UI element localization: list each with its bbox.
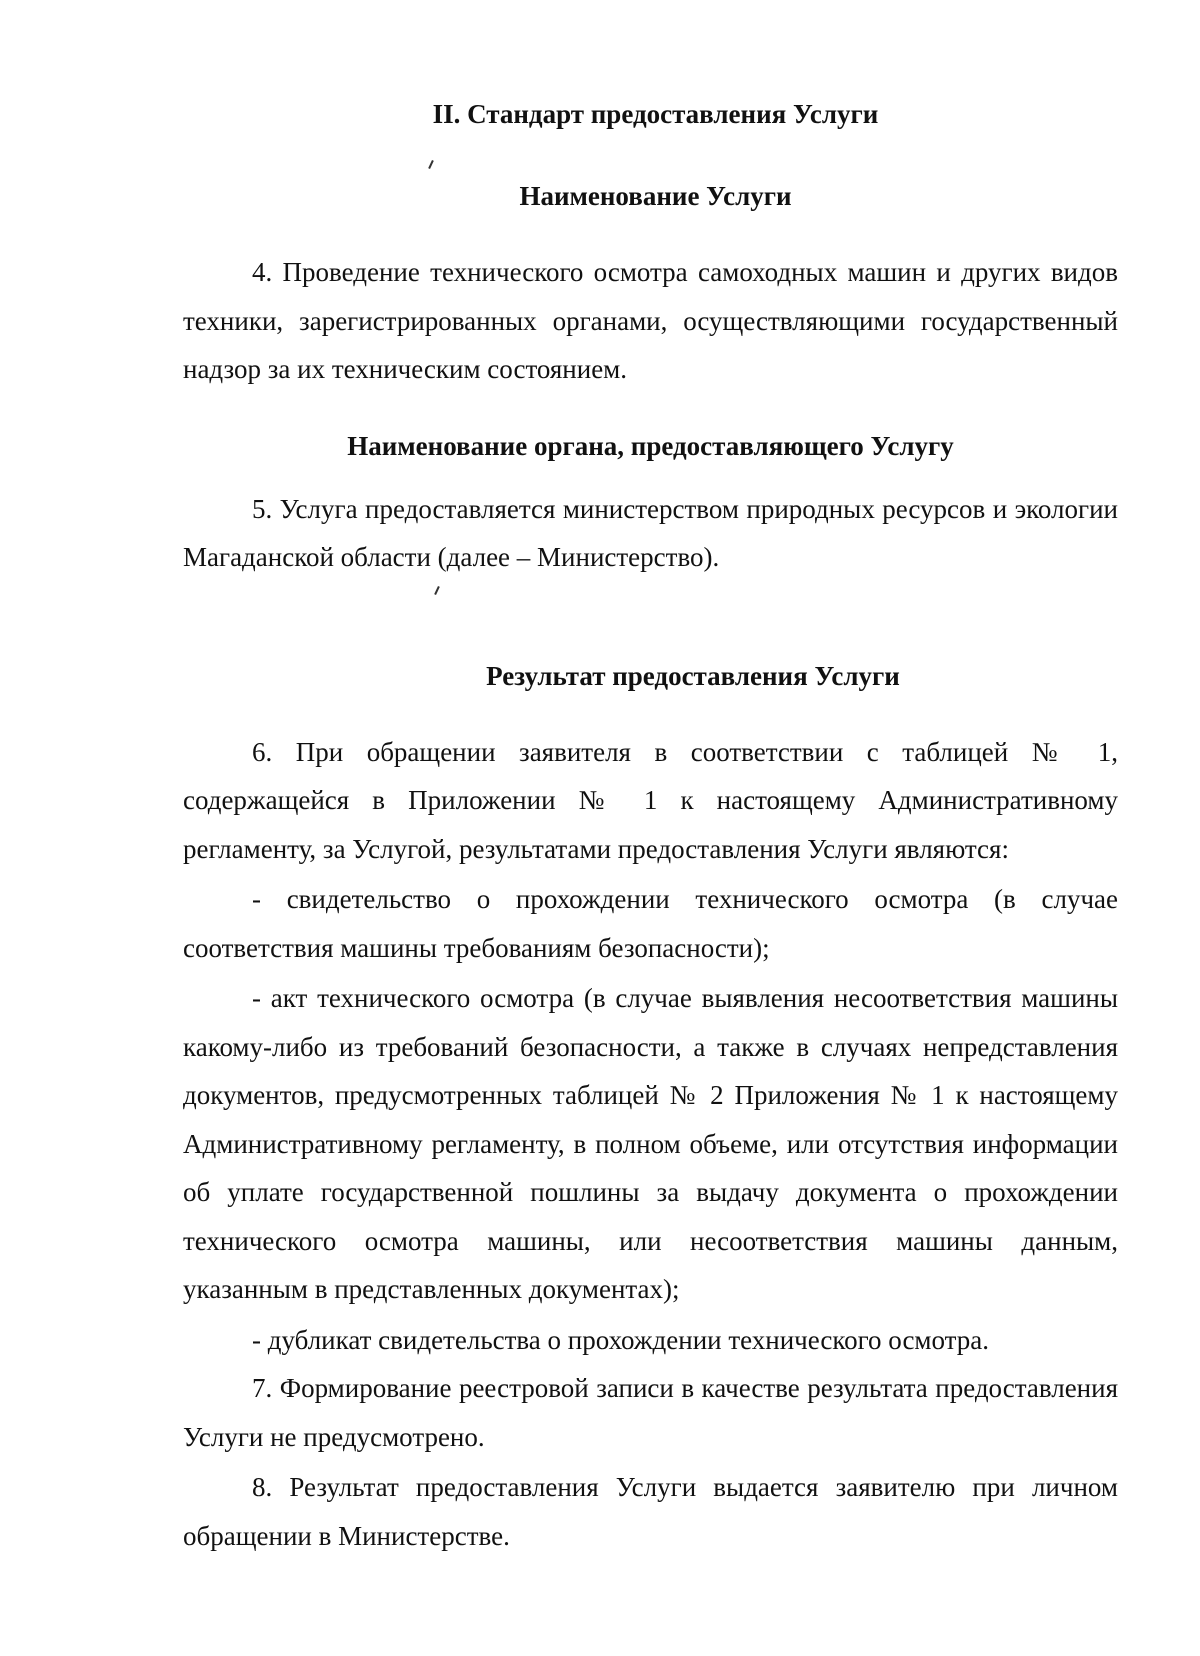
list-item-duplicate: - дубликат свидетельства о прохождении технического осмотра. [252, 1324, 990, 1355]
heading-service-result: Результат предоставления Услуги [486, 660, 900, 691]
heading-service-name: Наименование Услуги [519, 181, 792, 211]
paragraph-8: 8. Результат предоставления Услуги выдается заявителю при личном обращении в Министерстве. [183, 1472, 1118, 1551]
list-item-certificate: - свидетельство о прохождении технического осмотра (в случае соответствия машины требованиям безопасности); [183, 884, 1118, 963]
heading-service-provider: Наименование органа, предоставляющего Услугу [347, 430, 954, 461]
section-heading: II. Стандарт предоставления Услуги [432, 99, 879, 129]
paragraph-6: 6. При обращении заявителя в соответствии с таблицей № 1, содержащейся в Приложении № 1 к настоящему Административному регламенту, за Услугой, результатами предоставления Услуги являются: [183, 736, 1118, 864]
paragraph-5: 5. Услуга предоставляется министерством природных ресурсов и экологии Магаданской области (далее – Министерство). [183, 493, 1118, 572]
paragraph-7: 7. Формирование реестровой записи в качестве результата предоставления Услуги не предусмотрено. [183, 1373, 1118, 1452]
list-item-inspection-act: - акт технического осмотра (в случае выявления несоответствия машины какому-либо из требований безопасности, а также в случаях непредставления документов, предусмотренных таблицей № 2 Приложения № 1 к настоящему Административному регламенту, в полном объеме, или отсутствия информации об уплате государственной пошлины за выдачу документа о прохождении технического осмотра машины, или несоответствия машины данным, указанным в представленных документах); [183, 983, 1118, 1304]
document-body [183, 92, 1118, 1560]
paragraph-4: 4. Проведение технического осмотра самоходных машин и других видов техники, зарегистрированных органами, осуществляющими государственный надзор за их техническим состоянием. [183, 257, 1118, 384]
